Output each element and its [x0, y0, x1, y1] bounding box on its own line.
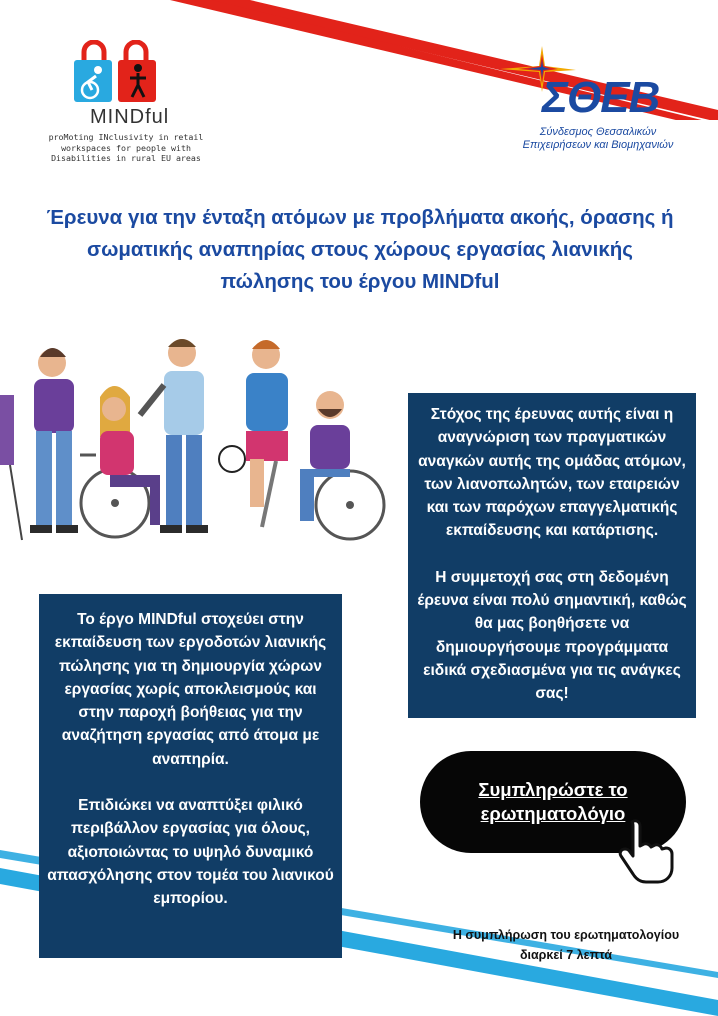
duration-note-line2: διαρκεί 7 λεπτά: [519, 948, 613, 962]
sthev-logo: [498, 44, 698, 154]
project-aim-text: Το έργο MINDful στοχεύει στην εκπαίδευση των εργοδοτών λιανικής πώλησης για τη δημιουργία χώρων εργασίας χωρίς αποκλεισμούς και στην παροχή βοήθειας για την αναζήτηση εργασίας από άτομα με αναπηρία.: [54, 611, 327, 768]
fill-questionnaire-link[interactable]: Συμπληρώστε το ερωτηματολόγιο: [478, 779, 628, 824]
people-with-disabilities-illustration: [0, 335, 395, 555]
mindful-wordmark: MINDful: [90, 106, 170, 128]
mindful-bag-logo-icon: [68, 40, 168, 104]
mindful-logo: [28, 40, 218, 170]
survey-goal-panel: [408, 393, 696, 718]
sthev-subtitle-line1: Σύνδεσμος Θεσσαλικών: [539, 126, 657, 138]
project-goal-text: Επιδιώκει να αναπτύξει φιλικό περιβάλλον εργασίας για όλους, αξιοποιώντας το υψηλό δυναμικό απασχόλησης στον τομέα του λιανικού εμπορίου.: [47, 797, 334, 908]
participation-text: Η συμμετοχή σας στη δεδομένη έρευνα είναι πολύ σημαντική, καθώς θα μας βοηθήσετε να δημιουργήσουμε προγράμματα ειδικά σχεδιασμένα για τις ανάγκες σας!: [417, 568, 687, 703]
sthev-wordmark: ΣΘΕΒ: [542, 73, 660, 122]
hand-pointer-icon: [618, 818, 682, 884]
duration-note-line1: Η συμπλήρωση του ερωτηματολογίου: [452, 928, 680, 942]
page-title: Έρευνα για την ένταξη ατόμων με προβλήματα ακοής, όρασης ή σωματικής αναπηρίας στους χώρους εργασίας λιανικής πώλησης του έργου MINDful: [46, 206, 674, 293]
survey-goal-text: Στόχος της έρευνας αυτής είναι η αναγνώριση των πραγματικών αναγκών αυτής της ομάδας ατόμων, των λιανοπωλητών, των εταιρειών και των παρόχων επαγγελματικής εκπαίδευσης και κατάρτισης.: [418, 406, 686, 540]
duration-note: [430, 925, 702, 965]
sthev-subtitle-line2: Επιχειρήσεων και Βιομηχανιών: [522, 139, 674, 151]
project-description-panel: [39, 594, 342, 958]
mindful-tagline: proMoting INclusivity in retail workspaces for people with Disabilities in rural EU areas: [48, 132, 204, 163]
sthev-subtitle: [498, 126, 698, 152]
